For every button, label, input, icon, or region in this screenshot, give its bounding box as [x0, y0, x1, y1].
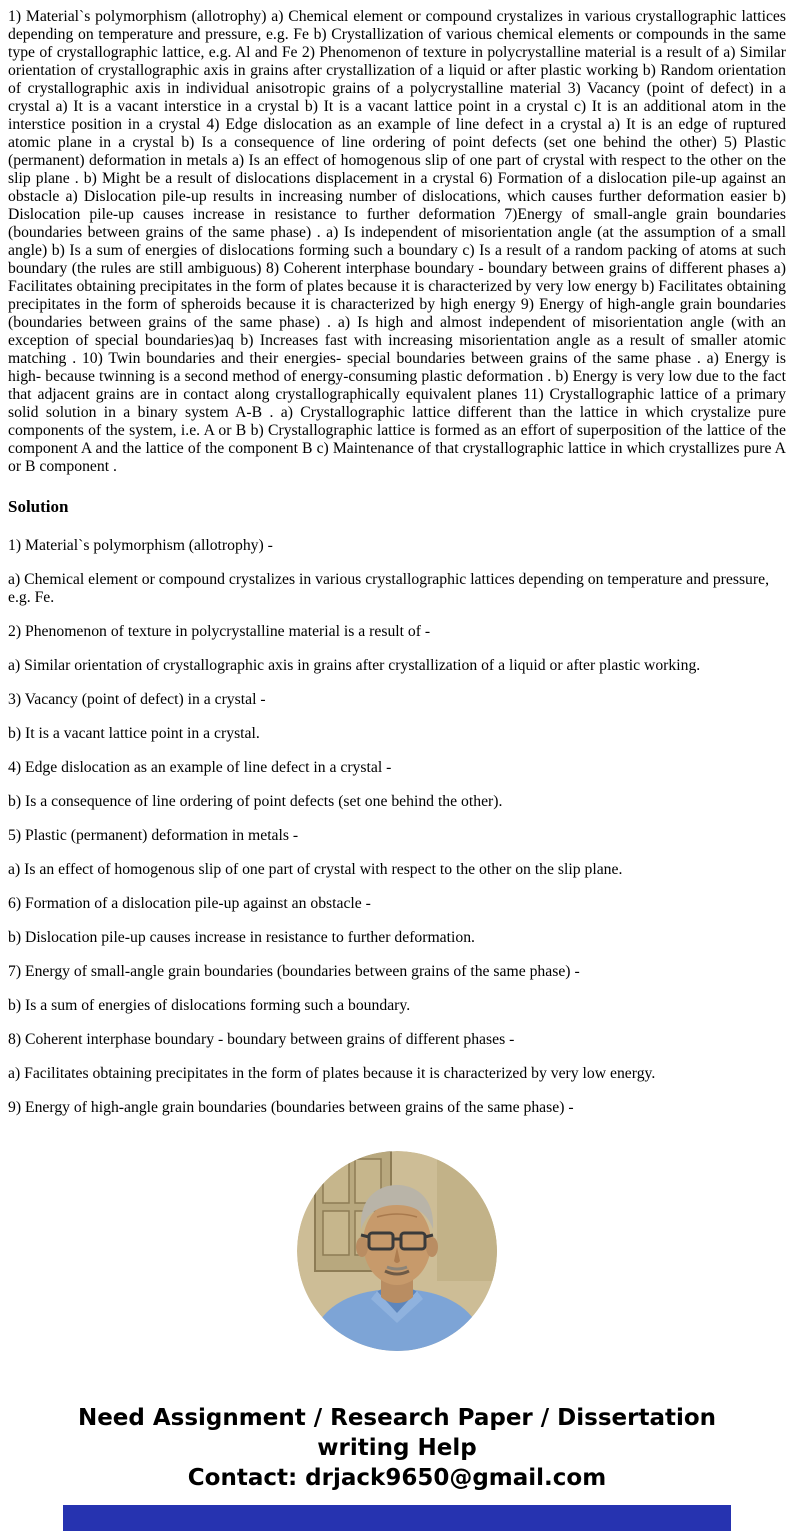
solution-paragraph: 3) Vacancy (point of defect) in a crystal -: [8, 691, 266, 708]
solution-paragraph: b) Is a sum of energies of dislocations forming such a boundary.: [8, 997, 411, 1014]
footer-bar: [63, 1505, 731, 1531]
solution-paragraph: 4) Edge dislocation as an example of line defect in a crystal -: [8, 759, 392, 776]
contact-email-text: Contact: drjack9650@gmail.com: [187, 1465, 607, 1491]
solution-paragraph: 8) Coherent interphase boundary - boundary between grains of different phases -: [8, 1031, 515, 1048]
solution-paragraph: a) Is an effect of homogenous slip of one part of crystal with respect to the other on the slip plane.: [8, 861, 623, 878]
footer-help-text: Need Assignment / Research Paper / Dissertation writing Help: [77, 1405, 717, 1461]
solution-paragraph: 5) Plastic (permanent) deformation in metals -: [8, 827, 299, 844]
solution-paragraph: b) Is a consequence of line ordering of point defects (set one behind the other).: [8, 793, 503, 810]
tutor-photo-avatar: [297, 1151, 497, 1351]
solution-paragraph: b) It is a vacant lattice point in a crystal.: [8, 725, 260, 742]
solution-paragraph: 2) Phenomenon of texture in polycrystalline material is a result of -: [8, 623, 431, 640]
solution-paragraph: 1) Material`s polymorphism (allotrophy) -: [8, 537, 273, 554]
solution-paragraph: a) Chemical element or compound crystalizes in various crystallographic lattices depending on temperature and pressure, e.g. Fe.: [8, 571, 770, 606]
solution-paragraph: 7) Energy of small-angle grain boundaries (boundaries between grains of the same phase) -: [8, 963, 580, 980]
tutor-photo-illustration: [297, 1151, 497, 1351]
solution-section: [8, 537, 786, 1117]
solution-paragraph: 6) Formation of a dislocation pile-up against an obstacle -: [8, 895, 371, 912]
solution-heading: Solution: [8, 497, 69, 516]
question-text: 1) Material`s polymorphism (allotrophy) a) Chemical element or compound crystalizes in various crystallographic lattices depending on temperature and pressure, e.g. Fe b) Crystallization of various chemical elements or compounds in the same type of crystallographic lattice, e.g. Al and Fe 2) Phenomenon of texture in polycrystalline material is a result of a) Similar orientation of crystallographic axis in grains after crystallization of a liquid or after plastic working b) Random orientation of crystallographic axis in individual anisotropic grains of a polycrystalline material 3) Vacancy (point of defect) in a crystal a) It is a vacant interstice in a crystal b) It is a vacant lattice point in a crystal c) It is an additional atom in the interstice position in a crystal 4) Edge dislocation as an example of line defect in a crystal a) It is an edge of ruptured atomic plane in a crystal b) Is a consequence of line ordering of point defects (set one behind the other) 5) Plastic (permanent) deformation in metals a) Is an effect of homogenous slip of one part of crystal with respect to the other on the slip plane . b) Might be a result of dislocations displacement in a crystal 6) Formation of a dislocation pile-up against an obstacle a) Dislocation pile-up results in increasing number of dislocations, which causes further deformation easier b) Dislocation pile-up causes increase in resistance to further deformation 7)Energy of small-angle grain boundaries (boundaries between grains of the same phase) . a) Is independent of misorientation angle (at the assumption of a small angle) b) Is a sum of energies of dislocations forming such a boundary c) Is a result of a random packing of atoms at such boundary (the rules are still ambiguous) 8) Coherent interphase boundary - boundary between grains of different phases a) Facilitates obtaining precipitates in the form of plates because it is characterized by very low energy b) Facilitates obtaining precipitates in the form of spheroids because it is characterized by high energy 9) Energy of high-angle grain boundaries (boundaries between grains of the same phase) . a) Is high and almost independent of misorientation angle (with an exception of special boundaries)aq b) Increases fast with increasing misorientation angle as a result of smaller atomic matching . 10) Twin boundaries and their energies- special boundaries between grains of the same phase . a) Energy is high- because twinning is a second method of energy-consuming plastic deformation . b) Energy is very low due to the fact that adjacent grains are in contact along crystallographically equivalent planes 11) Crystallographic lattice of a primary solid solution in a binary system A-B . a) Crystallographic lattice different than the lattice in which crystalize pure components of the system, i.e. A or B b) Crystallographic lattice is formed as an effort of superposition of the lattice of the component A and the lattice of the component B c) Maintenance of that crystallographic lattice in which crystallizes pure A or B component .: [8, 8, 786, 475]
solution-paragraph: b) Dislocation pile-up causes increase in resistance to further deformation.: [8, 929, 475, 946]
solution-paragraph: 9) Energy of high-angle grain boundaries (boundaries between grains of the same phase) -: [8, 1099, 574, 1116]
solution-paragraph: a) Similar orientation of crystallographic axis in grains after crystallization of a liquid or after plastic working.: [8, 657, 701, 674]
solution-paragraph: a) Facilitates obtaining precipitates in the form of plates because it is characterized by very low energy.: [8, 1065, 656, 1082]
